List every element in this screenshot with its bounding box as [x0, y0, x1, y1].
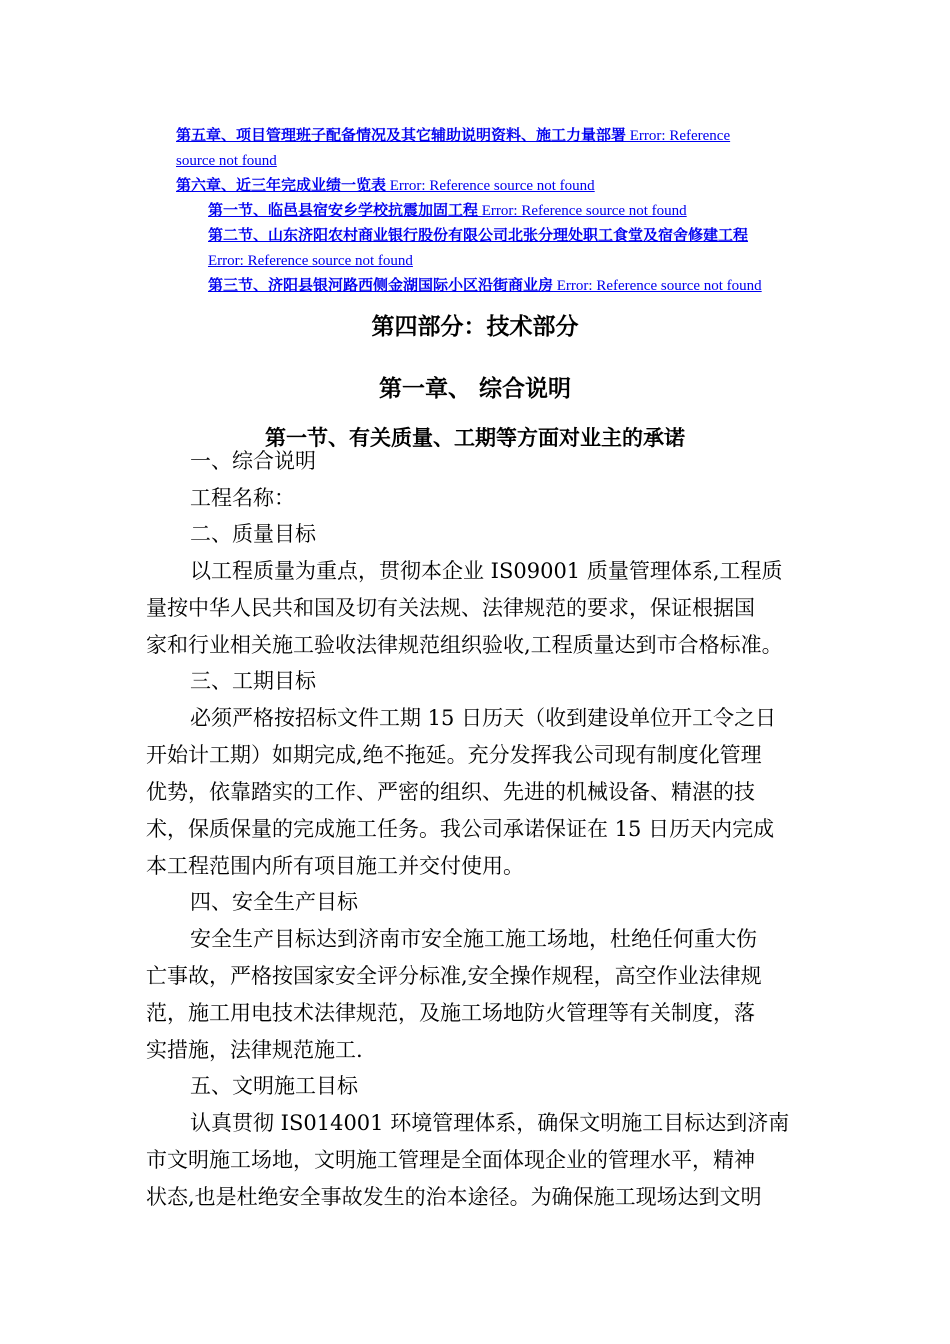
- paragraph-line: 市文明施工场地，文明施工管理是全面体现企业的管理水平，精神: [146, 1148, 755, 1172]
- paragraph-line: 术，保质保量的完成施工任务。我公司承诺保证在 15 日历天内完成: [146, 817, 775, 841]
- toc-link-section-2[interactable]: [208, 224, 748, 249]
- paragraph-line: 家和行业相关施工验收法律规范组织验收,工程质量达到市合格标准。: [146, 633, 783, 657]
- toc-section-3-error: Error: Reference source not found: [553, 278, 762, 294]
- heading-overview: 一、综合说明: [190, 449, 316, 473]
- toc-chapter-5-error: Error: Reference: [626, 128, 731, 144]
- paragraph-line: 认真贯彻 IS014001 环境管理体系，确保文明施工目标达到济南: [190, 1111, 790, 1135]
- paragraph-line: 量按中华人民共和国及切有关法规、法律规范的要求，保证根据国: [146, 596, 755, 620]
- toc-section-2-title: 第二节、山东济阳农村商业银行股份有限公司北张分理处职工食堂及宿舍修建工程: [208, 228, 749, 244]
- toc-section-2-error: Error: Reference source not found: [208, 253, 413, 269]
- toc-section-1-error: Error: Reference source not found: [478, 203, 687, 219]
- part-heading: 第四部分：技术部分: [371, 314, 579, 340]
- toc-chapter-6-title: 第六章、近三年完成业绩一览表: [176, 178, 387, 194]
- heading-quality-goal: 二、质量目标: [190, 522, 316, 546]
- paragraph-line: 以工程质量为重点，贯彻本企业 IS09001 质量管理体系,工程质: [190, 559, 783, 583]
- toc-section-3-title: 第三节、济阳县银河路西侧金湖国际小区沿街商业房: [208, 278, 554, 294]
- paragraph-line: 本工程范围内所有项目施工并交付使用。: [146, 854, 524, 878]
- toc-link-section-1[interactable]: [208, 199, 687, 224]
- toc-section-1-title: 第一节、临邑县宿安乡学校抗震加固工程: [208, 203, 479, 219]
- heading-safety-goal: 四、安全生产目标: [190, 890, 358, 914]
- paragraph-line: 亡事故，严格按国家安全评分标准,安全操作规程，高空作业法律规: [146, 964, 762, 988]
- toc-link-chapter-6[interactable]: [176, 174, 595, 199]
- section-heading: 第一节、有关质量、工期等方面对业主的承诺: [265, 426, 685, 450]
- paragraph-line: 必须严格按招标文件工期 15 日历天（收到建设单位开工令之日: [190, 706, 777, 730]
- toc-link-section-2-cont[interactable]: [208, 249, 413, 274]
- paragraph-line: 优势，依靠踏实的工作、严密的组织、先进的机械设备、精湛的技: [146, 780, 755, 804]
- paragraph-line: 安全生产目标达到济南市安全施工施工场地，杜绝任何重大伤: [190, 927, 757, 951]
- heading-civilized-construction-goal: 五、文明施工目标: [190, 1074, 358, 1098]
- project-name-label: 工程名称：: [190, 486, 295, 510]
- paragraph-line: 范，施工用电技术法律规范，及施工场地防火管理等有关制度，落: [146, 1001, 755, 1025]
- heading-schedule-goal: 三、工期目标: [190, 669, 316, 693]
- toc-link-chapter-5-cont[interactable]: [176, 149, 277, 174]
- toc-chapter-5-title: 第五章、项目管理班子配备情况及其它辅助说明资料、施工力量部署: [176, 128, 627, 144]
- toc-link-section-3[interactable]: [208, 274, 762, 299]
- toc-link-chapter-5[interactable]: [176, 124, 730, 149]
- paragraph-line: 开始计工期）如期完成,绝不拖延。充分发挥我公司现有制度化管理: [146, 743, 762, 767]
- chapter-heading: 第一章、 综合说明: [378, 376, 571, 402]
- paragraph-line: 实措施，法律规范施工.: [146, 1038, 363, 1062]
- paragraph-line: 状态,也是杜绝安全事故发生的治本途径。为确保施工现场达到文明: [146, 1185, 762, 1209]
- toc-chapter-5-error-cont: source not found: [176, 153, 277, 169]
- toc-chapter-6-error: Error: Reference source not found: [386, 178, 595, 194]
